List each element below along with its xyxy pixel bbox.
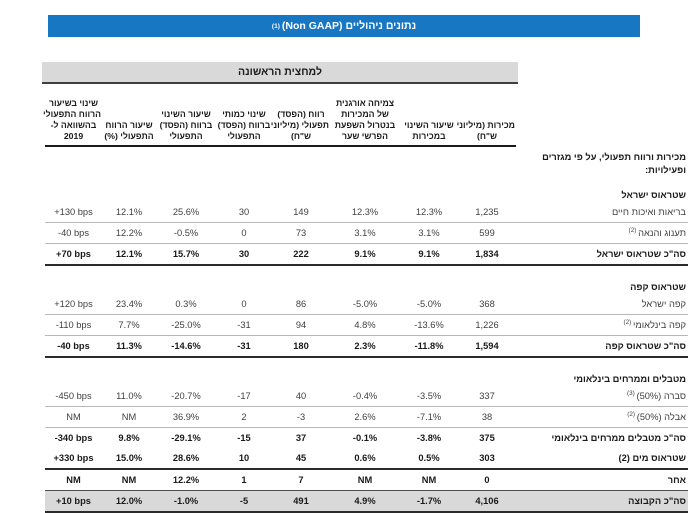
value-cell-profit-change-rate: 25.6% (156, 202, 216, 223)
value-cell-organic-growth: 2.3% (330, 336, 400, 358)
value-cell-sales-change: -11.8% (400, 336, 458, 358)
table-caption: מכירות ורווח תפעולי, על פי מגזרים ופעילויות: (542, 152, 686, 175)
value-cell-quantitative-change: 1 (216, 469, 272, 491)
segments-financial-table (45, 98, 688, 513)
value-cell-profit-change-rate: -0.5% (156, 223, 216, 244)
value-cell-quantitative-change: 30 (216, 202, 272, 223)
footnote-marker: (2) (623, 319, 633, 327)
value-cell-organic-growth: NM (330, 469, 400, 491)
value-cell-operating-profit: 73 (272, 223, 330, 244)
value-cell-operating-profit: 86 (272, 294, 330, 315)
value-cell-operating-profit: 45 (272, 448, 330, 469)
value-cell-sales: 1,834 (458, 244, 516, 266)
row-label: סה"כ שטראוס קפה (516, 336, 688, 358)
table-row (45, 407, 688, 428)
value-cell-margin-change-vs-2019: -450 bps (45, 386, 102, 407)
spacer-cell (45, 357, 688, 367)
value-cell-operating-profit: 37 (295, 433, 307, 443)
table-row (45, 294, 688, 315)
value-cell-operating-profit: 491 (272, 491, 330, 513)
value-cell-margin-change-vs-2019: -40 bps (45, 223, 102, 244)
value-cell-quantitative-change: -31 (216, 336, 272, 358)
value-cell-sales: 375 (479, 433, 495, 443)
value-cell-operating-margin: 12.2% (102, 223, 156, 244)
value-cell-quantitative-change: -5 (216, 491, 272, 513)
value-cell-operating-margin: 15.0% (102, 448, 156, 469)
value-cell-organic-growth: 4.8% (330, 315, 400, 336)
value-cell-quantitative-change: -31 (216, 315, 272, 336)
footnote-marker: (2) (628, 227, 639, 235)
row-label: תענוג והנאה $^{(2)}$ (516, 223, 688, 244)
value-cell-organic-growth: 3.1% (330, 223, 400, 244)
section-header-row (45, 183, 688, 202)
value-cell-organic-growth: 9.1% (330, 244, 400, 266)
total-row (45, 428, 688, 449)
value-cell-operating-margin: 12.0% (102, 491, 156, 513)
row-label: שטראוס מים (2) (516, 448, 688, 469)
title-footnote-marker: (1) (271, 22, 280, 30)
row-label: בריאות ואיכות חיים (516, 202, 688, 223)
value-cell-profit-change-rate: -25.0% (156, 315, 216, 336)
section-header-label: שטראוס ישראל (621, 190, 686, 200)
section-header-row (45, 367, 688, 386)
value-cell-operating-profit: 222 (272, 244, 330, 266)
period-header-band (42, 62, 518, 84)
value-cell-operating-profit: 149 (272, 202, 330, 223)
value-cell-operating-margin: 12.1% (102, 202, 156, 223)
value-cell-operating-margin: 7.7% (102, 315, 156, 336)
value-cell-organic-growth: 4.9% (330, 491, 400, 513)
value-cell-sales: 1,235 (458, 202, 516, 223)
total-row (45, 469, 688, 491)
table-row (45, 202, 688, 223)
value-cell-margin-change-vs-2019: +70 bps (45, 244, 102, 266)
value-cell-sales: 303 (458, 448, 516, 469)
table-row (45, 315, 688, 336)
segments-table-container (45, 98, 688, 513)
value-cell-margin-change-vs-2019: -340 bps (54, 433, 93, 443)
table-caption-row (45, 146, 688, 183)
column-header-margin-change-vs-2019: שינוי בשיעור הרווח התפעולי בהשוואה ל- 2019 (45, 98, 102, 146)
value-cell-profit-change-rate: 15.7% (156, 244, 216, 266)
value-cell-margin-change-vs-2019: +130 bps (45, 202, 102, 223)
value-cell-sales: 337 (458, 386, 516, 407)
spacer-row (45, 265, 688, 275)
value-cell-operating-margin: 12.1% (102, 244, 156, 266)
value-cell-sales-change: NM (400, 469, 458, 491)
value-cell-sales-change: 3.1% (400, 223, 458, 244)
value-cell-organic-growth: 2.6% (330, 407, 400, 428)
section-header-row (45, 275, 688, 294)
value-cell-profit-change-rate: -1.0% (156, 491, 216, 513)
page-title: נתונים ניהוליים (Non GAAP) (281, 20, 417, 32)
value-cell-operating-margin: 11.3% (102, 336, 156, 358)
table-header (45, 98, 688, 146)
value-cell-profit-change-rate: -14.6% (156, 336, 216, 358)
value-cell-quantitative-change: -15 (237, 433, 251, 443)
value-cell-profit-change-rate: 36.9% (156, 407, 216, 428)
value-cell-quantitative-change: 10 (216, 448, 272, 469)
value-cell-operating-margin: 23.4% (102, 294, 156, 315)
value-cell-profit-change-rate: 28.6% (156, 448, 216, 469)
value-cell-sales-change: 12.3% (400, 202, 458, 223)
column-header-profit-change-rate: שיעור השינוי ברווח (הפסד) התפעולי (156, 98, 216, 146)
value-cell-sales: 368 (458, 294, 516, 315)
row-label: אבלה (50%) $^{(2)}$ (516, 407, 688, 428)
value-cell-operating-profit: 180 (272, 336, 330, 358)
value-cell-quantitative-change: 0 (216, 223, 272, 244)
value-cell-margin-change-vs-2019: NM (45, 407, 102, 428)
value-cell-quantitative-change: 30 (216, 244, 272, 266)
value-cell-organic-growth: -5.0% (330, 294, 400, 315)
row-label: קפה בינלאומי $^{(2)}$ (516, 315, 688, 336)
value-cell-quantitative-change: 2 (216, 407, 272, 428)
value-cell-profit-change-rate: -20.7% (156, 386, 216, 407)
value-cell-quantitative-change: 0 (216, 294, 272, 315)
column-header-sales-change: שיעור השינוי במכירות (400, 98, 458, 146)
value-cell-sales-change: -5.0% (400, 294, 458, 315)
column-header-sales: מכירות (מיליוני ש"ח) (458, 98, 516, 146)
value-cell-operating-margin: 9.8% (118, 433, 140, 443)
value-cell-margin-change-vs-2019: +330 bps (45, 448, 102, 469)
table-row (45, 223, 688, 244)
value-cell-margin-change-vs-2019: -40 bps (45, 336, 102, 358)
value-cell-organic-growth: 0.6% (330, 448, 400, 469)
header-row (45, 98, 688, 146)
row-label: קפה ישראל (516, 294, 688, 315)
period-label: למחצית הראשונה (238, 66, 322, 78)
column-header-operating-margin: שיעור הרווח התפעולי (%) (102, 98, 156, 146)
row-label: סה"כ הקבוצה (516, 491, 688, 513)
value-cell-operating-profit: 94 (272, 315, 330, 336)
value-cell-sales-change: -3.5% (400, 386, 458, 407)
value-cell-sales: 0 (458, 469, 516, 491)
table-row (45, 386, 688, 407)
value-cell-profit-change-rate: -29.1% (171, 433, 201, 443)
value-cell-margin-change-vs-2019: -110 bps (45, 315, 102, 336)
value-cell-operating-margin: NM (102, 469, 156, 491)
value-cell-sales: 4,106 (458, 491, 516, 513)
value-cell-sales: 1,594 (458, 336, 516, 358)
value-cell-sales-change: -7.1% (400, 407, 458, 428)
value-cell-quantitative-change: -17 (216, 386, 272, 407)
value-cell-sales-change: -13.6% (400, 315, 458, 336)
total-row (45, 336, 688, 358)
spacer-row (45, 357, 688, 367)
footnote-marker: (2) (627, 411, 637, 419)
row-label: סברה (50%) $^{(3)}$ (516, 386, 688, 407)
value-cell-operating-profit: 40 (272, 386, 330, 407)
column-header-organic-growth: צמיחה אורגנית של המכירות בנטרול השפעת הפרשי שער (330, 98, 400, 146)
title-banner (48, 15, 640, 37)
value-cell-sales-change: 0.5% (400, 448, 458, 469)
section-header-label: מטבלים וממרחים בינלאומי (573, 374, 686, 384)
value-cell-margin-change-vs-2019: +10 bps (45, 491, 102, 513)
column-header-operating-profit: רווח (הפסד) תפעולי (מיליוני ש"ח) (272, 98, 330, 146)
value-cell-sales: 38 (458, 407, 516, 428)
value-cell-operating-profit: -3 (272, 407, 330, 428)
value-cell-operating-margin: 11.0% (102, 386, 156, 407)
value-cell-sales-change: 9.1% (400, 244, 458, 266)
row-label: סה"כ מטבלים ממרחים בינלאומי (551, 433, 686, 443)
total-row (45, 244, 688, 266)
row-label: אחר (516, 469, 688, 491)
value-cell-operating-profit: 7 (272, 469, 330, 491)
value-cell-sales-change: -1.7% (400, 491, 458, 513)
value-cell-organic-growth: -0.4% (330, 386, 400, 407)
value-cell-operating-margin: NM (102, 407, 156, 428)
spacer-cell (45, 265, 688, 275)
value-cell-profit-change-rate: 12.2% (156, 469, 216, 491)
row-label-column-header (516, 98, 688, 146)
value-cell-organic-growth: -0.1% (352, 433, 378, 443)
row-label: סה"כ שטראוס ישראל (516, 244, 688, 266)
value-cell-margin-change-vs-2019: +120 bps (45, 294, 102, 315)
footnote-marker: (3) (626, 390, 637, 398)
value-cell-profit-change-rate: 0.3% (156, 294, 216, 315)
value-cell-sales: 1,226 (458, 315, 516, 336)
table-body (45, 146, 688, 512)
total-row (45, 448, 688, 469)
value-cell-margin-change-vs-2019: NM (45, 469, 102, 491)
value-cell-organic-growth: 12.3% (330, 202, 400, 223)
value-cell-sales-change: -3.8% (416, 433, 442, 443)
total-row (45, 491, 688, 513)
section-header-label: שטראוס קפה (630, 282, 686, 292)
value-cell-sales: 599 (458, 223, 516, 244)
column-header-quantitative-change: שינוי כמותי ברווח (הפסד) התפעולי (216, 98, 272, 146)
